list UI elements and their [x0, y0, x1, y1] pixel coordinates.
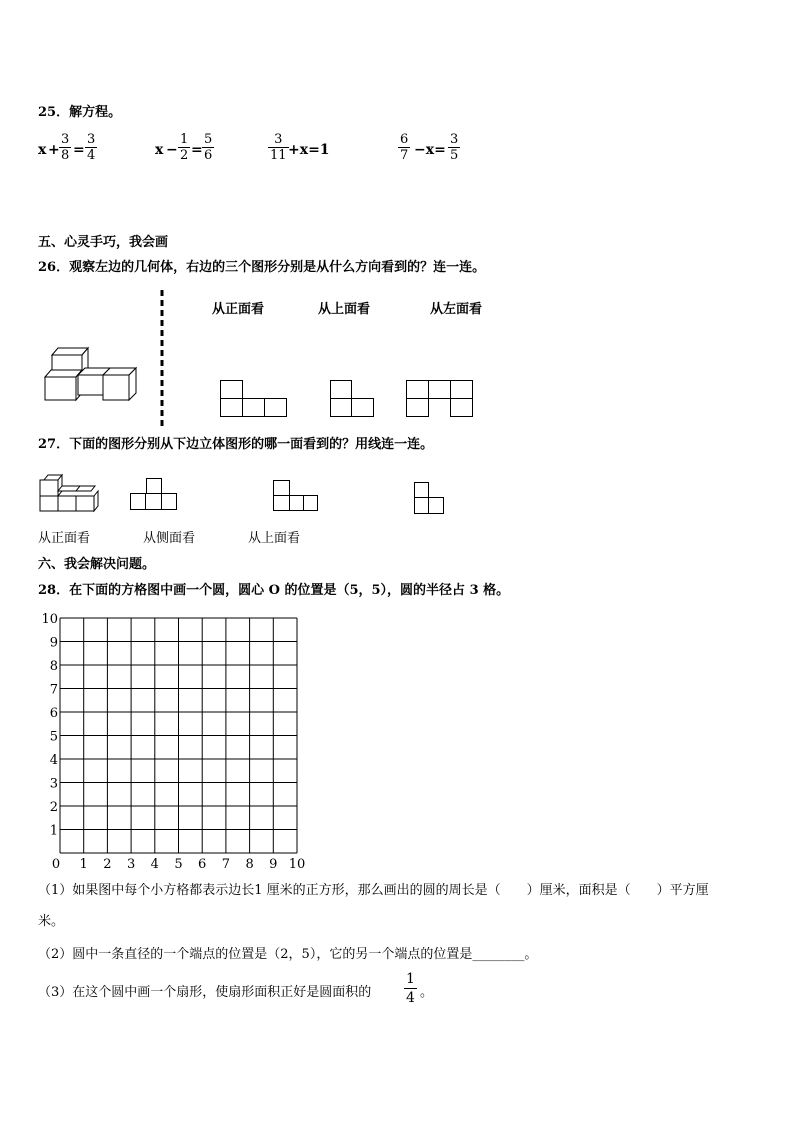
q28-title: 28．在下面的方格图中画一个圆，圆心 O 的位置是（5，5），圆的半径占 3 格。 [38, 583, 510, 598]
x-tick-label: 5 [174, 857, 183, 872]
fraction: 3 8 [61, 132, 70, 163]
x-tick-label: 2 [103, 857, 112, 872]
x-tick-label: 3 [126, 857, 136, 872]
y-tick-label: 5 [49, 729, 58, 745]
x-tick-label: 6 [198, 857, 207, 872]
x-tick-label: 8 [245, 857, 254, 872]
y-tick-label: 4 [49, 753, 58, 768]
x-tick-label: 7 [221, 857, 231, 872]
label-top-view: 从上面看 [318, 302, 371, 317]
q28-part1-cont: 米。 [38, 914, 65, 929]
q26-title: 26．观察左边的几何体，右边的三个图形分别是从什么方向看到的？连一连。 [38, 260, 486, 275]
fraction: 3 4 [87, 132, 96, 163]
y-tick-label: 2 [49, 800, 58, 815]
y-tick-label: 1 [49, 823, 58, 839]
q25-title: 25．解方程。 [38, 105, 122, 120]
x-tick-label: 10 [288, 857, 306, 872]
y-tick-label: 9 [49, 635, 58, 651]
y-tick-label: 7 [49, 682, 58, 698]
x-tick-label: 4 [150, 857, 159, 872]
q28-part1: （1）如果图中每个小方格都表示边长1 厘米的正方形，那么画出的圆的周长是（ ）厘米，面积是（ ）平方厘 [38, 883, 709, 898]
q28-part3: （3）在这个圆中画一个扇形，使扇形面积正好是圆面积的 [38, 985, 372, 1000]
y-tick-label: 3 [49, 776, 58, 792]
y-tick-label: 10 [41, 612, 58, 627]
label-front-view: 从正面看 [212, 302, 265, 317]
q27-label-side: 从侧面看 [143, 531, 196, 546]
y-tick-label: 6 [49, 706, 58, 721]
q28-part3-fraction: 1 4 [406, 971, 415, 1006]
q28-part3-end: 。 [420, 985, 434, 1000]
section-6-heading: 六、我会解决问题。 [38, 557, 156, 572]
label-left-view: 从左面看 [430, 302, 483, 317]
x-tick-label: 9 [269, 857, 278, 872]
fraction: 5 6 [204, 132, 213, 163]
fraction: 6 7 [400, 132, 409, 163]
fraction: 3 11 [270, 132, 287, 163]
y-tick-label: 8 [49, 659, 58, 674]
fraction: 3 5 [450, 132, 459, 163]
x-tick-label: 0 [51, 857, 61, 872]
q27-label-front: 从正面看 [38, 531, 91, 546]
q27-label-top: 从上面看 [248, 531, 301, 546]
x-tick-label: 1 [79, 857, 88, 872]
q28-part2: （2）圆中一条直径的一个端点的位置是（2，5），它的另一个端点的位置是________。 [38, 947, 538, 962]
q27-title: 27．下面的图形分别从下边立体图形的哪一面看到的？用线连一连。 [38, 437, 434, 452]
section-5-heading: 五、心灵手巧，我会画 [38, 235, 169, 250]
fraction: 1 2 [180, 132, 189, 163]
